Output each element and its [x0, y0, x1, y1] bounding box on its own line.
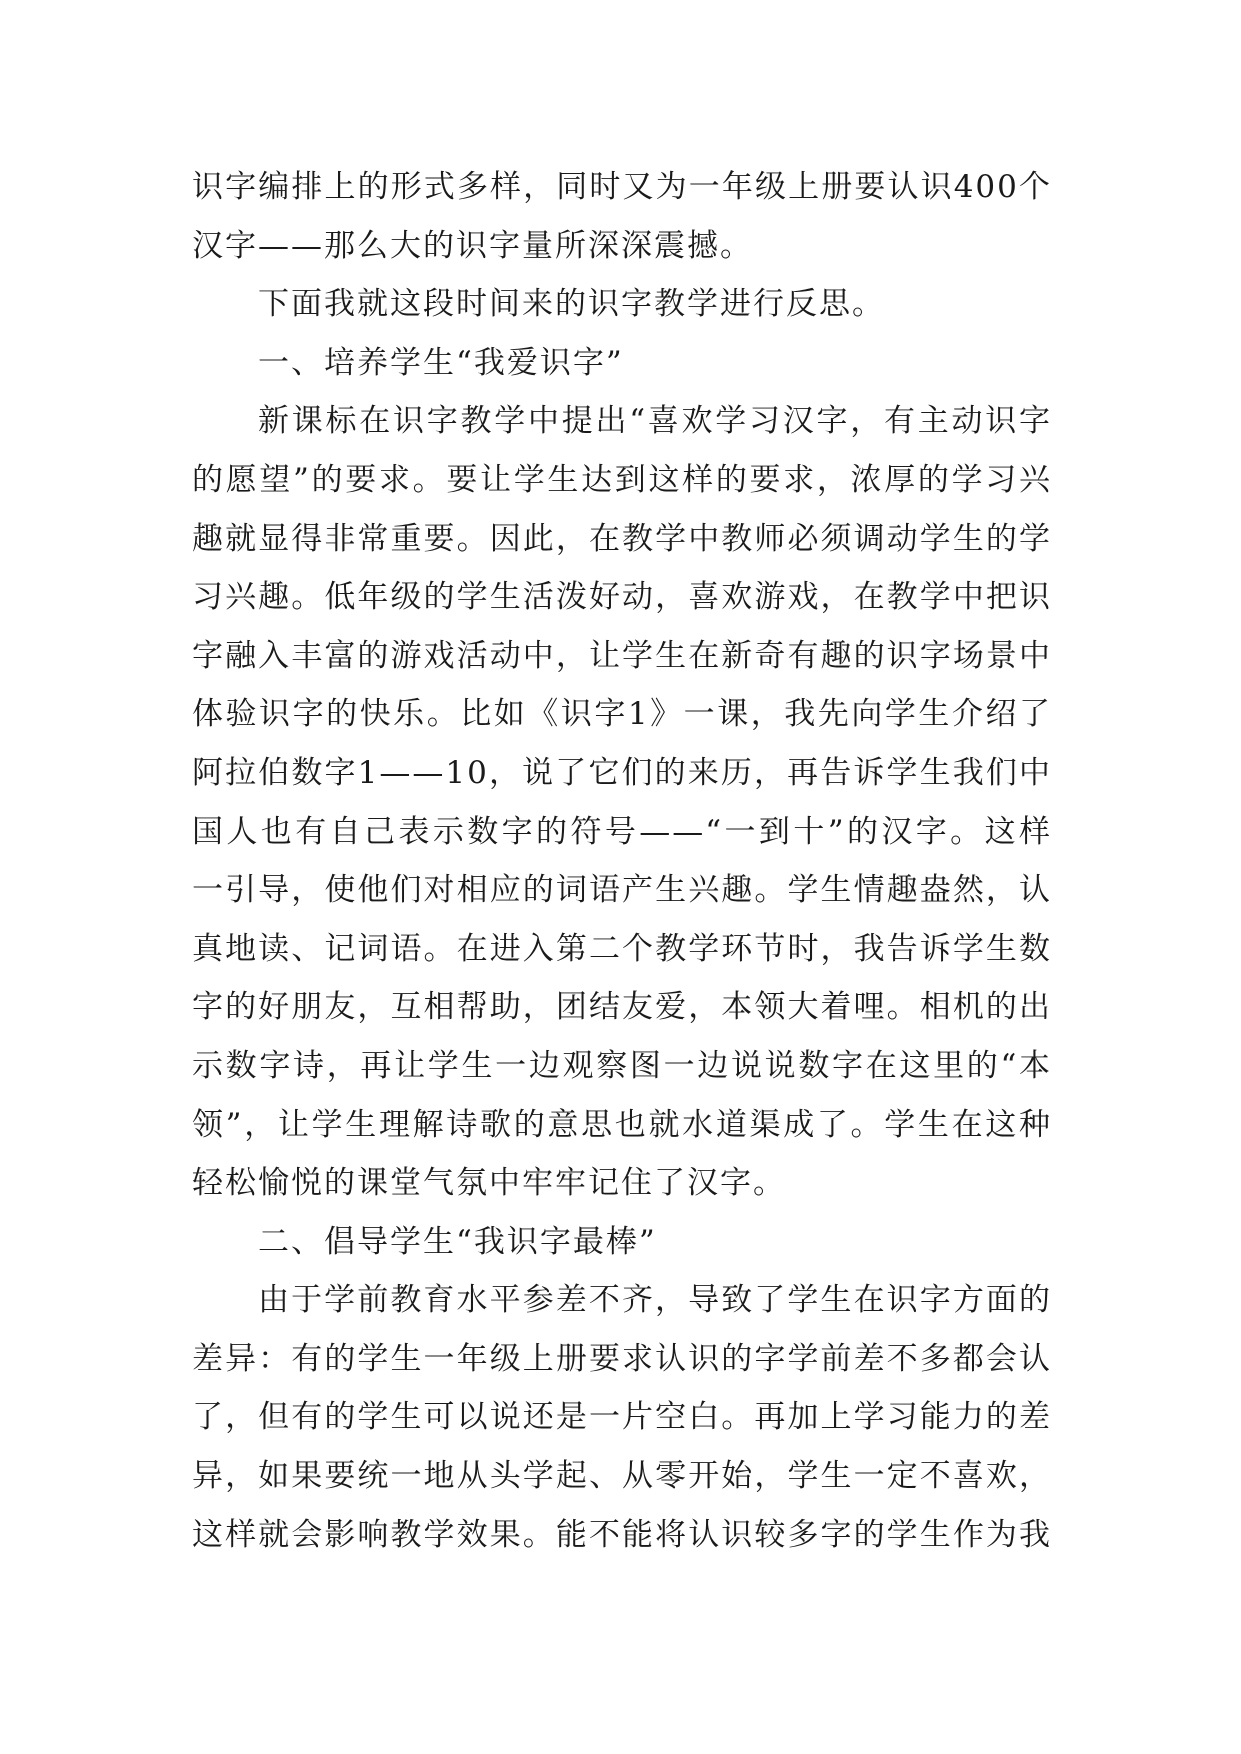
paragraph-line: 差异：有的学生一年级上册要求认识的字学前差不多都会认	[192, 1340, 1052, 1377]
paragraph-line: 下面我就这段时间来的识字教学进行反思。	[258, 286, 885, 323]
section-heading: 二、倡导学生“我识字最棒”	[258, 1223, 657, 1260]
document-body	[192, 158, 1052, 1564]
paragraph-line: 真地读、记词语。在进入第二个教学环节时，我告诉学生数	[192, 930, 1052, 967]
paragraph-line: 这样就会影响教学效果。能不能将认识较多字的学生作为我	[192, 1516, 1052, 1553]
paragraph-line: 轻松愉悦的课堂气氛中牢牢记住了汉字。	[192, 1165, 786, 1202]
paragraph-line: 了，但有的学生可以说还是一片空白。再加上学习能力的差	[192, 1399, 1052, 1436]
paragraph-line: 示数字诗，再让学生一边观察图一边说说数字在这里的“本	[192, 1047, 1052, 1084]
paragraph-line: 一引导，使他们对相应的词语产生兴趣。学生情趣盎然，认	[192, 872, 1052, 909]
paragraph-line: 国人也有自己表示数字的符号——“一到十”的汉字。这样	[192, 813, 1052, 850]
paragraph-line: 识字编排上的形式多样，同时又为一年级上册要认识400个	[192, 169, 1052, 205]
paragraph-line: 字的好朋友，互相帮助，团结友爱，本领大着哩。相机的出	[192, 989, 1052, 1026]
paragraph-line: 新课标在识字教学中提出“喜欢学习汉字，有主动识字	[258, 403, 1052, 440]
paragraph-line: 习兴趣。低年级的学生活泼好动，喜欢游戏，在教学中把识	[192, 579, 1052, 616]
section-heading: 一、培养学生“我爱识字”	[258, 344, 624, 381]
paragraph-line: 阿拉伯数字1——10，说了它们的来历，再告诉学生我们中	[192, 754, 1052, 791]
paragraph-line: 异，如果要统一地从头学起、从零开始，学生一定不喜欢，	[192, 1458, 1052, 1495]
paragraph-line: 的愿望”的要求。要让学生达到这样的要求，浓厚的学习兴	[192, 461, 1052, 498]
paragraph-line: 领”，让学生理解诗歌的意思也就水道渠成了。学生在这种	[192, 1106, 1052, 1143]
paragraph-line: 汉字——那么大的识字量所深深震撼。	[192, 227, 753, 264]
paragraph-line: 字融入丰富的游戏活动中，让学生在新奇有趣的识字场景中	[192, 637, 1052, 674]
paragraph-line: 体验识字的快乐。比如《识字1》一课，我先向学生介绍了	[192, 696, 1052, 733]
paragraph-line: 趣就显得非常重要。因此，在教学中教师必须调动学生的学	[192, 520, 1052, 557]
paragraph-line: 由于学前教育水平参差不齐，导致了学生在识字方面的	[258, 1282, 1052, 1319]
